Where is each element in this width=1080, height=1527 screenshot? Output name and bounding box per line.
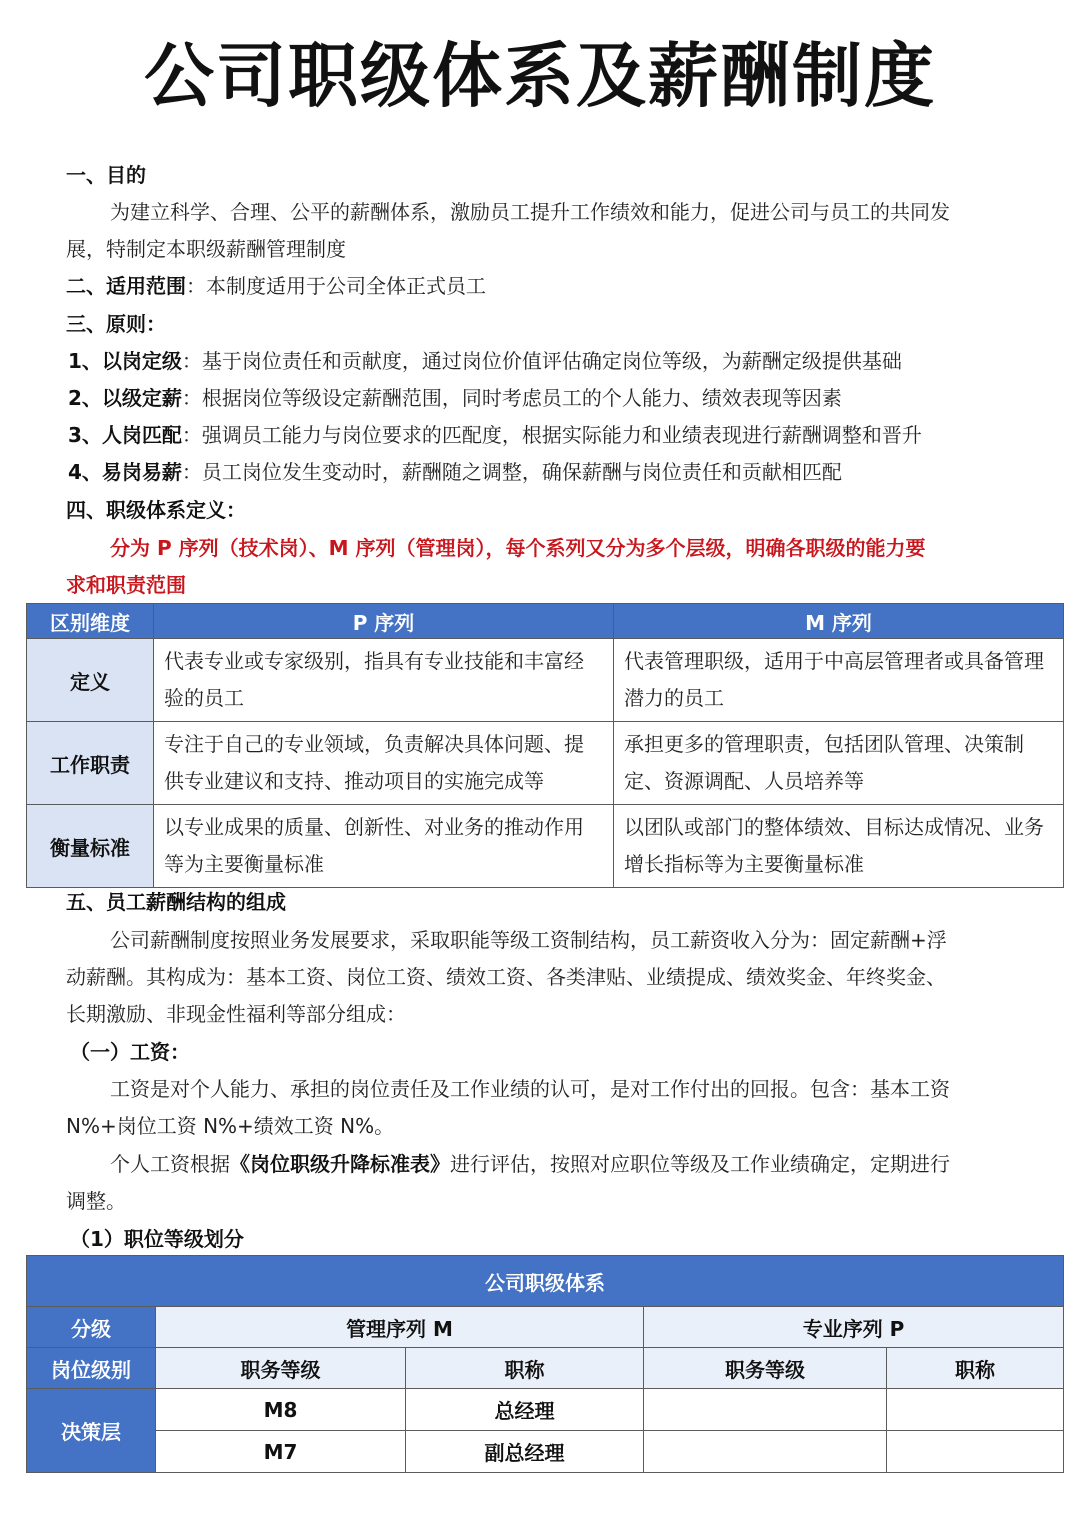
wage-eval-text-a: 个人工资根据 [110,1152,230,1176]
job-level-table-title: 公司职级体系 [27,1256,1064,1307]
section-1-heading: 一、目的 [66,163,146,187]
principle-label: 4、易岗易薪 [68,460,182,484]
section-1-body-line2: 展，特制定本职级薪酬管理制度 [66,237,346,261]
grade-label: 分级 [27,1307,156,1348]
section-5-heading: 五、员工薪酬结构的组成 [66,890,286,914]
p-grade-cell [644,1389,887,1431]
management-series-header: 管理序列 M [156,1307,644,1348]
principle-label: 1、以岗定级 [68,349,182,373]
section-3-heading: 三、原则： [66,312,166,336]
section-2-text: ：本制度适用于公司全体正式员工 [186,274,486,298]
table-header-row [27,604,1064,639]
m-grade-cell: M7 [156,1431,406,1473]
principle-item [68,348,1028,374]
m-title-cell: 副总经理 [406,1431,644,1473]
decision-layer-label: 决策层 [27,1389,156,1473]
header-p-series: P 序列 [154,604,614,639]
p-title-cell [887,1431,1064,1473]
p-grade-cell [644,1431,887,1473]
table-row [27,1389,1064,1431]
table-row [27,1431,1064,1473]
table-row [27,639,1064,722]
wage-para-line2: N%+岗位工资 N%+绩效工资 N%。 [66,1114,395,1138]
wage-para-line1: 工资是对个人能力、承担的岗位责任及工作业绩的认可，是对工作付出的回报。包含：基本工资 [110,1077,950,1101]
section-5-para-line1: 公司薪酬制度按照业务发展要求，采取职能等级工资制结构，员工薪资收入分为：固定薪酬+浮 [110,928,947,952]
page-title: 公司职级体系及薪酬制度 [144,35,936,117]
m-title-cell: 总经理 [406,1389,644,1431]
wage-eval-line2: 调整。 [66,1189,126,1213]
cell-m: 承担更多的管理职责，包括团队管理、决策制定、资源调配、人员培养等 [614,722,1064,805]
table-row [27,805,1064,888]
m-title-column-header: 职称 [406,1348,644,1389]
subsection-grade-heading: （1）职位等级划分 [70,1227,244,1251]
p-title-column-header: 职称 [887,1348,1064,1389]
p-title-cell [887,1389,1064,1431]
principle-text: ：员工岗位发生变动时，薪酬随之调整，确保薪酬与岗位责任和贡献相匹配 [181,460,842,484]
header-m-series: M 序列 [614,604,1064,639]
principle-item [68,459,1028,485]
cell-p: 以专业成果的质量、创新性、对业务的推动作用等为主要衡量标准 [154,805,614,888]
principle-text: ：根据岗位等级设定薪酬范围，同时考虑员工的个人能力、绩效表现等因素 [181,386,842,410]
row-dimension: 定义 [27,639,154,722]
table-row [27,722,1064,805]
level-label: 岗位级别 [27,1348,156,1389]
section-4-highlight-line1: 分为 P 序列（技术岗）、M 序列（管理岗），每个系列又分为多个层级，明确各职级的能力要 [110,536,926,560]
wage-eval-text-c: 进行评估，按照对应职位等级及工作业绩确定，定期进行 [450,1152,950,1176]
section-2-line [66,273,1026,299]
row-dimension: 工作职责 [27,722,154,805]
m-grade-cell: M8 [156,1389,406,1431]
job-level-table [26,1255,1064,1473]
m-grade-column-header: 职务等级 [156,1348,406,1389]
section-1-body-line1: 为建立科学、合理、公平的薪酬体系，激励员工提升工作绩效和能力，促进公司与员工的共同发 [110,200,950,224]
cell-p: 专注于自己的专业领域，负责解决具体问题、提供专业建议和支持、推动项目的实施完成等 [154,722,614,805]
standard-table-reference: 《岗位职级升降标准表》 [230,1152,450,1176]
cell-m: 代表管理职级，适用于中高层管理者或具备管理潜力的员工 [614,639,1064,722]
principle-item [68,422,1028,448]
principle-label: 2、以级定薪 [68,386,182,410]
principle-text: ：强调员工能力与岗位要求的匹配度，根据实际能力和业绩表现进行薪酬调整和晋升 [181,423,922,447]
p-grade-column-header: 职务等级 [644,1348,887,1389]
section-5-para-line3: 长期激励、非现金性福利等部分组成： [66,1002,406,1026]
section-5-para-line2: 动薪酬。其构成为：基本工资、岗位工资、绩效工资、各类津贴、业绩提成、绩效奖金、年终奖金、 [66,965,946,989]
principle-label: 3、人岗匹配 [68,423,182,447]
section-4-highlight-line2: 求和职责范围 [66,573,186,597]
section-2-label: 二、适用范围 [66,274,186,298]
principle-text: ：基于岗位责任和贡献度，通过岗位价值评估确定岗位等级，为薪酬定级提供基础 [181,349,902,373]
subsection-wage-heading: （一）工资： [70,1040,190,1064]
professional-series-header: 专业序列 P [644,1307,1064,1348]
principle-item [68,385,1028,411]
header-dimension: 区别维度 [27,604,154,639]
wage-eval-line1 [66,1151,1070,1177]
section-4-heading: 四、职级体系定义： [66,498,246,522]
cell-p: 代表专业或专家级别，指具有专业技能和丰富经验的员工 [154,639,614,722]
cell-m: 以团队或部门的整体绩效、目标达成情况、业务增长指标等为主要衡量标准 [614,805,1064,888]
row-dimension: 衡量标准 [27,805,154,888]
series-comparison-table [26,603,1064,888]
